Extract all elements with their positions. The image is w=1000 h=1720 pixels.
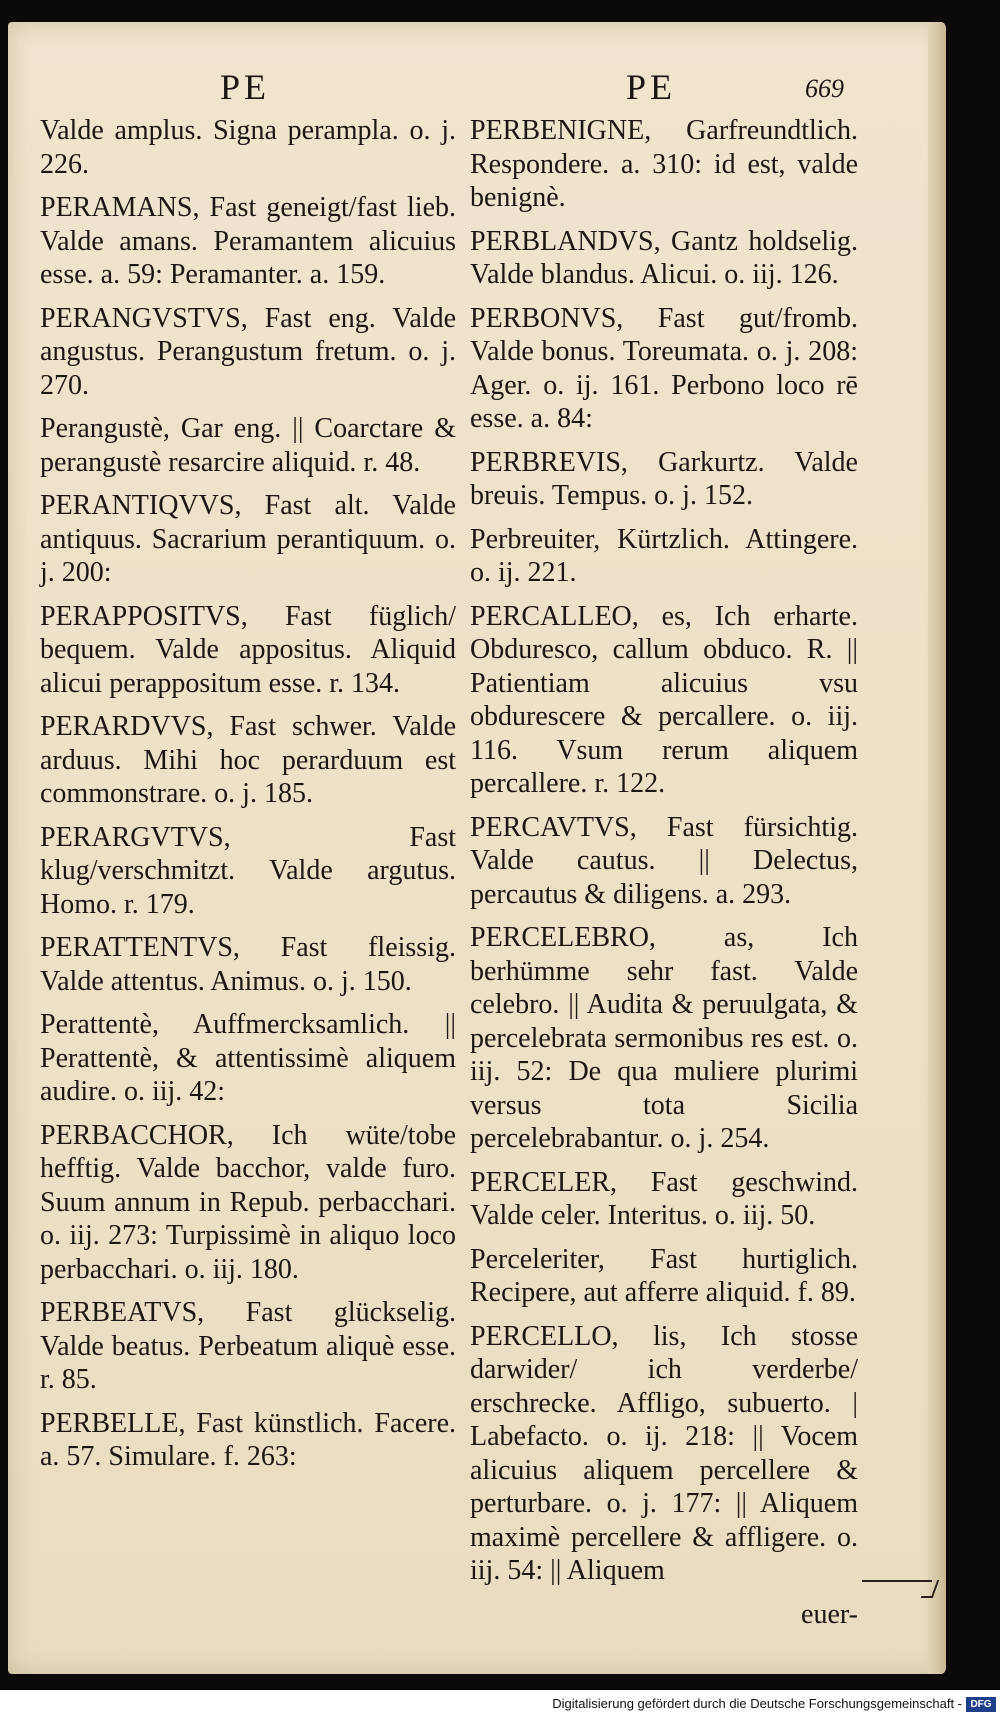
dictionary-entry: Perceleriter, Fast hurtiglich. Recipere, aut afferre aliquid. f. 89.	[470, 1243, 858, 1308]
dictionary-entry: PERCELLO, lis, Ich stosse darwider/ ich verderbe/ erschrecke. Affligo, subuerto. | Labefacto. o. ij. 218: || Vocem alicuius aliquem percellere & perturbare. o. j. 177: || Aliquem maximè percellere & affligere. o. iij. 54: || Aliquem	[470, 1320, 858, 1586]
page-edge-mark	[862, 1580, 932, 1596]
dictionary-entry: PERATTENTVS, Fast fleissig. Valde attentus. Animus. o. j. 150.	[40, 932, 456, 997]
page-number: 669	[805, 74, 844, 103]
right-column	[470, 114, 858, 1641]
dictionary-entry: PERARGVTVS, Fast klug/verschmitzt. Valde argutus. Homo. r. 179.	[40, 821, 456, 920]
running-head-left: PE	[220, 67, 271, 107]
dictionary-entry: PERBEATVS, Fast glückselig. Valde beatus. Perbeatum aliquè esse. r. 85.	[40, 1297, 456, 1395]
dictionary-entry: PERCAVTVS, Fast fürsichtig. Valde cautus. || Delectus, percautus & diligens. a. 293.	[470, 811, 858, 910]
dictionary-entry: PERCELER, Fast geschwind. Valde celer. Interitus. o. iij. 50.	[470, 1166, 858, 1231]
dictionary-entry: PERAPPOSITVS, Fast füglich/ bequem. Valde appositus. Aliquid alicui perappositum esse. r. 134.	[40, 600, 456, 699]
footer-bar	[0, 1690, 1000, 1720]
running-head-right: PE	[626, 67, 677, 107]
funding-notice: Digitalisierung gefördert durch die Deutsche Forschungsgemeinschaft -	[552, 1696, 962, 1711]
page-edge	[928, 22, 946, 1674]
dictionary-entry: Perangustè, Gar eng. || Coarctare & perangustè resarcire aliquid. r. 48.	[40, 413, 456, 478]
dictionary-entry: PERCALLEO, es, Ich erharte. Obduresco, callum obduco. R. || Patientiam alicuius vsu obdurescere & percallere. o. iij. 116. Vsum rerum aliquem percallere. r. 122.	[470, 600, 858, 799]
dictionary-entry: PERBACCHOR, Ich wüte/tobe hefftig. Valde bacchor, valde furo. Suum annum in Repub. perbacchari. o. iij. 273: Turpissimè in aliquo loco perbacchari. o. iij. 180.	[40, 1119, 456, 1285]
dictionary-entry: PERBONVS, Fast gut/fromb. Valde bonus. Toreumata. o. j. 208: Ager. o. ij. 161. Perbono loco rē esse. a. 84:	[470, 302, 858, 434]
dictionary-entry: Valde amplus. Signa perampla. o. j. 226.	[40, 115, 456, 180]
dictionary-entry: PERBELLE, Fast künstlich. Facere. a. 57. Simulare. f. 263:	[40, 1407, 456, 1472]
catchword: euer-	[801, 1598, 858, 1630]
dictionary-entry: PERBENIGNE, Garfreundtlich. Respondere. a. 310: id est, valde benignè.	[470, 115, 858, 213]
dictionary-entry: PERANGVSTVS, Fast eng. Valde angustus. Perangustum fretum. o. j. 270.	[40, 302, 456, 401]
dictionary-entry: Perattentè, Auffmercksamlich. || Perattentè, & attentissimè aliquem audire. o. iij. 42:	[40, 1009, 456, 1107]
dictionary-entry: Perbreuiter, Kürtzlich. Attingere. o. ij. 221.	[470, 523, 858, 588]
dictionary-entry: PERCELEBRO, as, Ich berhümme sehr fast. Valde celebro. || Audita & peruulgata, & percelebrata sermonibus res est. o. iij. 52: De qua muliere plurimi versus tota Sicilia percelebrabantur. o. j. 254.	[470, 922, 858, 1154]
left-column	[40, 114, 456, 1484]
dictionary-entry: PERAMANS, Fast geneigt/fast lieb. Valde amans. Peramantem alicuius esse. a. 59: Peramanter. a. 159.	[40, 192, 456, 290]
dfg-logo-icon: DFG	[966, 1697, 996, 1712]
dictionary-entry: PERARDVVS, Fast schwer. Valde arduus. Mihi hoc perarduum est commonstrare. o. j. 185.	[40, 711, 456, 809]
dictionary-entry: PERBLANDVS, Gantz holdselig. Valde blandus. Alicui. o. iij. 126.	[470, 225, 858, 290]
dictionary-entry: PERBREVIS, Garkurtz. Valde breuis. Tempus. o. j. 152.	[470, 446, 858, 511]
dictionary-entry: PERANTIQVVS, Fast alt. Valde antiquus. Sacrarium perantiquum. o. j. 200:	[40, 490, 456, 588]
